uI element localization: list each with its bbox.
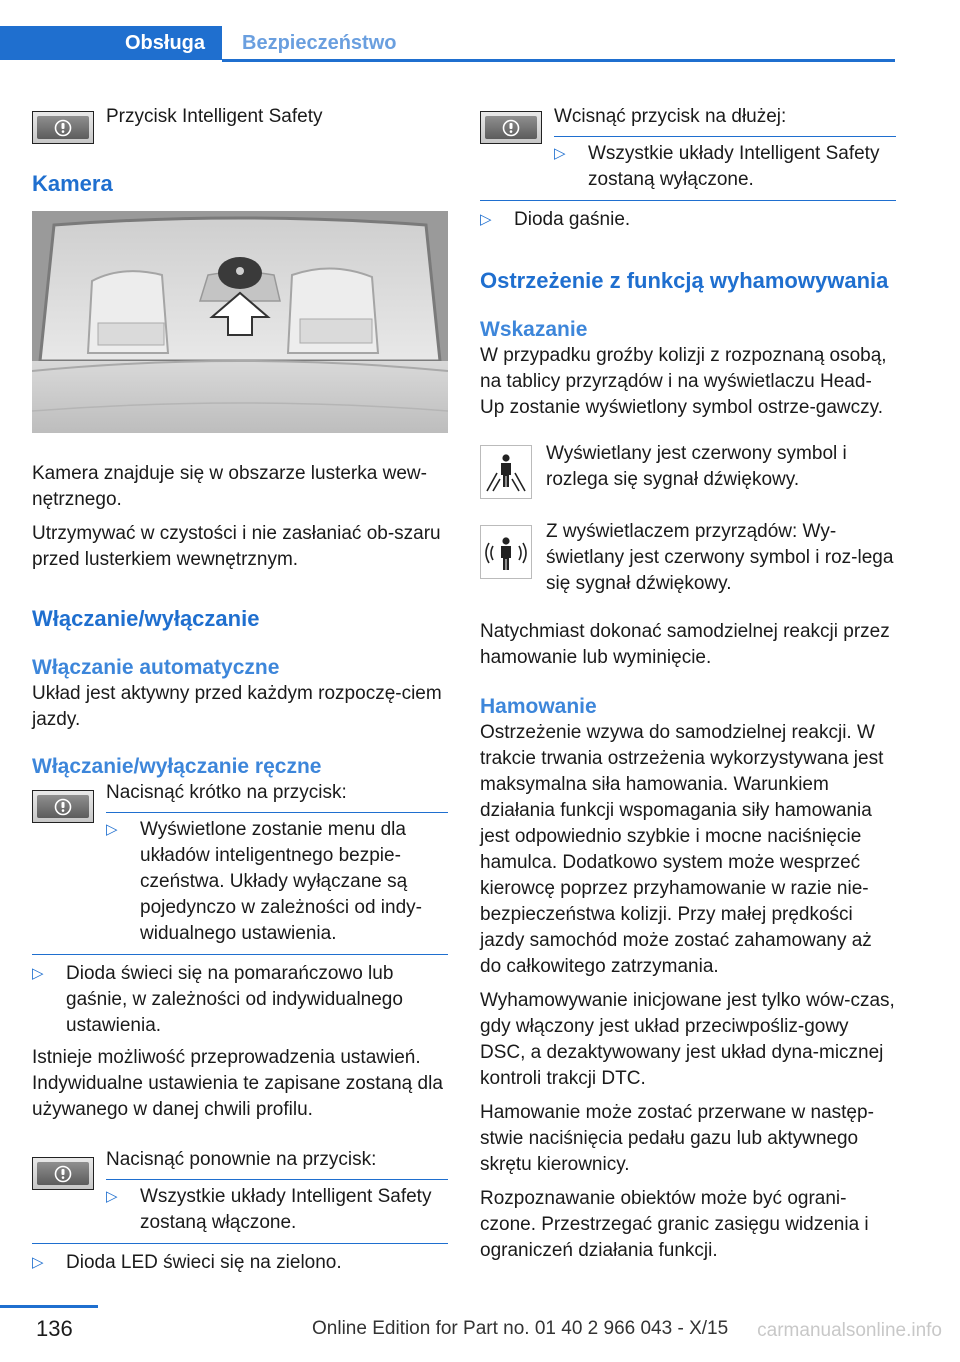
list-item-text: Dioda LED świeci się na zielono.: [66, 1252, 342, 1273]
camera-paragraph-2: Utrzymywać w czystości i nie zasłaniać ob-szaru przed lusterkiem wewnętrznym.: [32, 523, 441, 570]
tab-obsluga[interactable]: Obsługa: [0, 26, 222, 60]
pedestrian-sound-warning-icon: [480, 525, 532, 579]
press-short-block: [106, 780, 448, 947]
tab-bezpieczenstwo[interactable]: Bezpieczeństwo: [242, 31, 397, 54]
list-item: [106, 817, 448, 947]
braking-paragraph-4: Rozpoznawanie obiektów może być ograni-czone. Przestrzegać granic zasięgu widzenia i ograniczeń działania funkcji.: [480, 1188, 869, 1261]
press-long-block: [554, 104, 896, 193]
list-item: [554, 141, 896, 193]
list-item-text: Wszystkie układy Intelligent Safety zostaną włączone.: [140, 1186, 432, 1233]
press-again-row: [32, 1147, 448, 1236]
edition-note: Online Edition for Part no. 01 40 2 966 043 - X/15: [312, 1318, 729, 1339]
pedestrian-warning-icon: [480, 445, 532, 499]
press-long-row: [480, 96, 896, 193]
header-divider: [222, 59, 895, 62]
braking-paragraph-2: Wyhamowywanie inicjowane jest tylko wów-czas, gdy włączony jest układ przeciwpośliz-gowy DSC, a dezaktywowany jest układ dyna-micznej kontroli trakcji DTC.: [480, 990, 895, 1089]
press-short-text: Nacisnąć krótko na przycisk:: [106, 782, 347, 803]
button-caption: Przycisk Intelligent Safety: [106, 106, 323, 127]
camera-location-photo: [32, 211, 448, 433]
braking-heading: Hamowanie: [480, 695, 597, 718]
safety-button-row: [32, 96, 448, 144]
list-item-text: Dioda gaśnie.: [514, 209, 631, 230]
camera-heading: Kamera: [32, 171, 113, 196]
triangle-right-icon: ▷: [554, 145, 566, 162]
watermark: carmanualsonline.info: [757, 1320, 942, 1341]
intelligent-safety-button-icon: [480, 111, 542, 144]
divider: [32, 954, 448, 955]
press-long-text: Wcisnąć przycisk na dłużej:: [554, 106, 787, 127]
page-number: 136: [36, 1316, 73, 1341]
press-again-text: Nacisnąć ponownie na przycisk:: [106, 1149, 377, 1170]
list-item: [32, 961, 448, 1039]
list-item-text: Dioda świeci się na pomarańczowo lub gaśnie, w zależności od indywidualnego ustawienia.: [66, 963, 403, 1036]
press-short-row: [32, 780, 448, 947]
symbol2-text: Z wyświetlaczem przyrządów: Wy-świetlany jest czerwony symbol i roz-lega się sygnał dźwiękowy.: [546, 521, 894, 594]
settings-text: Istnieje możliwość przeprowadzenia ustawień. Indywidualne ustawienia te zapisane zostaną dla używanego w danej chwili profilu.: [32, 1047, 443, 1120]
triangle-right-icon: ▷: [32, 965, 44, 982]
list-item-text: Wszystkie układy Intelligent Safety zostaną wyłączone.: [588, 143, 880, 190]
divider: [480, 200, 896, 201]
auto-text: Układ jest aktywny przed każdym rozpoczę-ciem jazdy.: [32, 683, 442, 730]
page-number-rule: [0, 1305, 98, 1308]
divider: [106, 812, 448, 813]
intelligent-safety-button-icon: [32, 790, 94, 823]
camera-paragraph-1: Kamera znajduje się w obszarze lusterka wew-nętrznego.: [32, 463, 427, 510]
react-text: Natychmiast dokonać samodzielnej reakcji przez hamowanie lub wyminięcie.: [480, 621, 890, 668]
press-again-block: [106, 1147, 448, 1236]
triangle-right-icon: ▷: [106, 821, 118, 838]
header-tabs: [0, 26, 895, 62]
list-item: [106, 1184, 448, 1236]
indication-text: W przypadku groźby kolizji z rozpoznaną osobą, na tablicy przyrządów i na wyświetlaczu Head-Up zostanie wyświetlony symbol ostrze-gawczy.: [480, 345, 887, 418]
manual-heading: Włączanie/wyłączanie ręczne: [32, 755, 322, 778]
warning-heading: Ostrzeżenie z funkcją wyhamowywania: [480, 268, 889, 293]
list-item: [480, 207, 896, 233]
symbol2-row: [480, 519, 896, 597]
triangle-right-icon: ▷: [480, 211, 492, 228]
auto-heading: Włączanie automatyczne: [32, 656, 280, 679]
left-column: [32, 96, 448, 1276]
indication-heading: Wskazanie: [480, 318, 588, 341]
symbol1-text: Wyświetlany jest czerwony symbol i rozlega się sygnał dźwiękowy.: [546, 443, 847, 490]
intelligent-safety-button-icon: [32, 1157, 94, 1190]
triangle-right-icon: ▷: [32, 1254, 44, 1271]
braking-paragraph-1: Ostrzeżenie wzywa do samodzielnej reakcji. W trakcie trwania ostrzeżenia wykorzystywana jest maksymalna siła hamowania. Warunkiem działania funkcji wspomagania siły hamowania jest odpowiednio szybkie i mocne naciśnięcie hamulca. Dodatkowo system może wesprzeć kierowcę poprzez przyhamowanie w razie nie-bezpieczeństwa kolizji. Przy małej prędkości jazdy samochód może zostać zahamowany aż do całkowitego zatrzymania.: [480, 722, 884, 977]
right-column: [480, 96, 896, 1264]
list-item: [32, 1250, 448, 1276]
symbol1-row: [480, 441, 896, 499]
divider: [32, 1243, 448, 1244]
braking-paragraph-3: Hamowanie może zostać przerwane w następ-stwie naciśnięcia pedału gazu lub aktywnego skrętu kierownicy.: [480, 1102, 874, 1175]
divider: [106, 1179, 448, 1180]
triangle-right-icon: ▷: [106, 1188, 118, 1205]
onoff-heading: Włączanie/wyłączanie: [32, 606, 260, 631]
intelligent-safety-button-icon: [32, 111, 94, 144]
list-item-text: Wyświetlone zostanie menu dla układów inteligentnego bezpie-czeństwa. Układy wyłączane są pojedynczo w zależności od indy-widualnego ustawienia.: [140, 819, 422, 944]
divider: [554, 136, 896, 137]
